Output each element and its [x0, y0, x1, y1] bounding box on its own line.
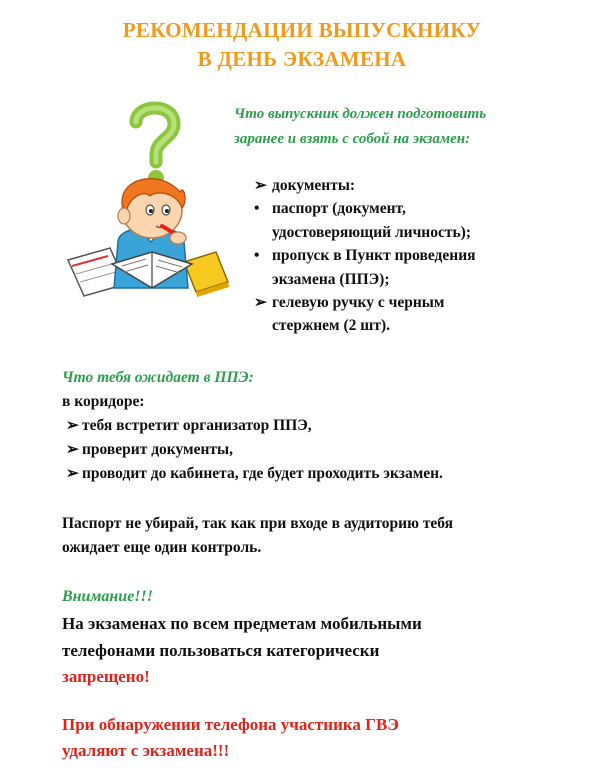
list-item-text: тебя встретит организатор ППЭ,: [82, 417, 312, 434]
list-item-text: гелевую ручку с черным: [272, 294, 445, 312]
list-item-text: проверит документы,: [82, 441, 234, 458]
boy-with-question-mark-icon: [66, 92, 236, 308]
list-item-text: удостоверяющий личность);: [272, 223, 472, 241]
corridor-label: в коридоре:: [62, 393, 145, 410]
yellow-book-icon: [184, 252, 229, 297]
list-item: [62, 414, 602, 438]
title-line-1: РЕКОМЕНДАЦИИ ВЫПУСКНИКУ: [122, 18, 482, 42]
expect-heading: Что тебя ожидает в ППЭ:: [62, 369, 254, 386]
list-item: [62, 462, 602, 486]
attention-line-1: На экзаменах по всем предметам мобильными: [62, 614, 422, 633]
arrow-bullet-icon: ➢: [254, 177, 267, 194]
attention-section: [62, 584, 602, 690]
forbidden-text: запрещено!: [62, 667, 150, 686]
list-item-text: паспорт (документ,: [272, 200, 406, 218]
arrow-bullet-icon: ➢: [66, 465, 79, 482]
preparation-heading-line-1: Что выпускник должен подготовить: [234, 106, 487, 122]
expect-section: [62, 366, 602, 486]
preparation-heading: [234, 102, 594, 152]
list-item: [62, 438, 602, 462]
list-item: [254, 197, 594, 244]
list-item-text: пропуск в Пункт проведения: [272, 247, 476, 265]
list-item-text: документы:: [272, 177, 356, 194]
preparation-list: [254, 174, 594, 338]
list-item-text: экзамена (ППЭ);: [272, 270, 390, 288]
dot-bullet-icon: •: [254, 200, 260, 218]
arrow-bullet-icon: ➢: [66, 417, 79, 434]
attention-heading: Внимание!!!: [62, 588, 153, 605]
list-item-text: проводит до кабинета, где будет проходить экзамен.: [82, 465, 443, 482]
passport-note-line-2: ожидает еще один контроль.: [62, 539, 262, 556]
dot-bullet-icon: •: [254, 247, 260, 265]
list-item-text: стержнем (2 шт).: [272, 317, 390, 335]
list-item: [254, 244, 594, 291]
title-line-2: В ДЕНЬ ЭКЗАМЕНА: [197, 47, 407, 71]
attention-line-2: телефонами пользоваться категорически: [62, 641, 380, 660]
list-item: [254, 291, 594, 338]
warning-line-2: удаляют с экзамена!!!: [62, 741, 230, 760]
passport-note: [62, 512, 602, 560]
warning-line-1: При обнаружении телефона участника ГВЭ: [62, 715, 399, 734]
preparation-heading-line-2: заранее и взять с собой на экзамен:: [234, 131, 471, 147]
arrow-bullet-icon: ➢: [254, 294, 267, 312]
arrow-bullet-icon: ➢: [66, 441, 79, 458]
list-item: [254, 174, 594, 197]
passport-note-line-1: Паспорт не убирай, так как при входе в аудиторию тебя: [62, 515, 454, 532]
question-mark-icon: [136, 108, 174, 186]
warning-section: [62, 712, 602, 764]
page-title: [0, 16, 604, 74]
